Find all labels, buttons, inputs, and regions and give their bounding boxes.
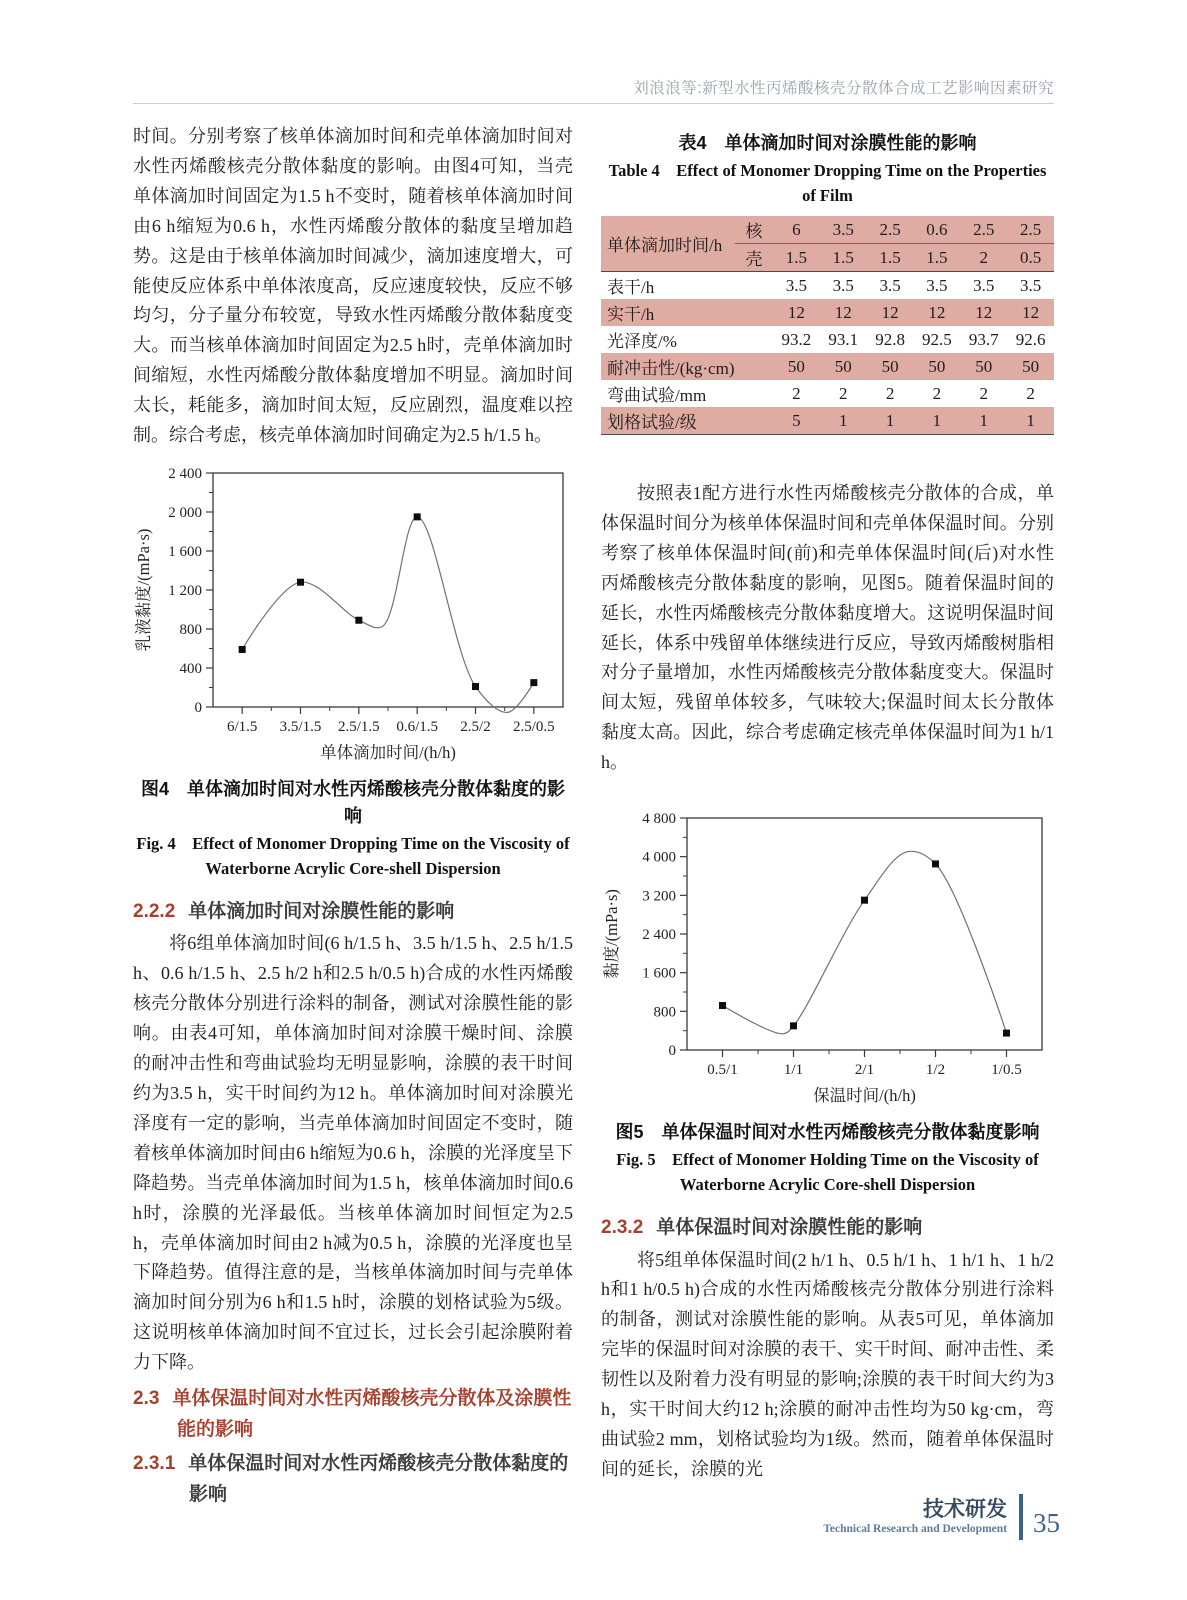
table4-title-en: Table 4 Effect of Monomer Dropping Time on the Properties of Film bbox=[608, 161, 1047, 205]
section-title: 单体保温时间对水性丙烯酸核壳分散体及涂膜性能的影响 bbox=[172, 1388, 572, 1440]
svg-text:0.5/1: 0.5/1 bbox=[707, 1062, 738, 1079]
table4-cell: 12 bbox=[867, 299, 914, 326]
table4-cell: 1 bbox=[913, 407, 960, 435]
page-number: 35 bbox=[1033, 1507, 1060, 1538]
fig4-plot-svg bbox=[133, 461, 573, 769]
table4-cell: 2 bbox=[885, 383, 895, 403]
table4-cell: 2.5 bbox=[960, 216, 1007, 244]
figure5-caption-en: Fig. 5 Effect of Monomer Holding Time on the Viscosity of Waterborne Acrylic Core-shell Dispersion bbox=[616, 1150, 1039, 1195]
table4-cell: 1.5 bbox=[820, 244, 867, 272]
table4-row-label: 实干/h bbox=[601, 299, 773, 326]
table4-cell: 50 bbox=[820, 353, 867, 380]
fig5-x-axis-label: 保温时间/(h/h) bbox=[813, 1086, 916, 1106]
table4-row-label: 光泽度/% bbox=[607, 332, 677, 351]
table4-row bbox=[601, 407, 1054, 435]
table4-cell: 50 bbox=[773, 353, 820, 380]
section-heading-2-3-2 bbox=[601, 1213, 1054, 1244]
fig4-point-5 bbox=[530, 679, 537, 686]
para-film-properties-dropping: 将6组单体滴加时间(6 h/1.5 h、3.5 h/1.5 h、2.5 h/1.5 h、0.6 h/1.5 h、2.5 h/2 h和2.5 h/0.5 h)合成的水性丙烯酸核壳分散体分别进行涂料的制备，测试对涂膜性能的影响。由表4可知，单体滴加时间对涂膜干燥时间、涂膜的耐冲击性和弯曲试验均无明显影响，涂膜的表干时间约为3.5 h，实干时间约为12 h。单体滴加时间对涂膜光泽度有一定的影响，当壳单体滴加时间固定不变时，随着核单体滴加时间由6 h缩短为0.6 h，涂膜的光泽度呈下降趋势。当壳单体滴加时间为1.5 h，核单体滴加时间0.6 h时，涂膜的光泽最低。当核单体滴加时间恒定为2.5 h，壳单体滴加时间由2 h减为0.5 h，涂膜的光泽度也呈下降趋势。值得注意的是，当核单体滴加时间与壳单体滴加时间分别为6 h和1.5 h时，涂膜的划格试验为5级。这说明核单体滴加时间不宜过长，过长会引起涂膜附着力下降。 bbox=[133, 933, 573, 1373]
table4-cell: 1.5 bbox=[913, 244, 960, 272]
fig4-point-2 bbox=[355, 617, 362, 624]
page-footer bbox=[823, 1494, 1060, 1540]
svg-text:3.5/1.5: 3.5/1.5 bbox=[279, 718, 322, 735]
section-title: 单体滴加时间对涂膜性能的影响 bbox=[188, 900, 455, 922]
footer-divider-bar bbox=[1019, 1494, 1023, 1540]
fig4-point-0 bbox=[239, 646, 246, 653]
table4-cell: 50 bbox=[1007, 353, 1054, 380]
table4-cell: 50 bbox=[960, 353, 1007, 380]
table4-cell: 2 bbox=[792, 383, 801, 403]
svg-text:0: 0 bbox=[668, 1043, 676, 1060]
table4-cell: 2.5 bbox=[1007, 216, 1054, 244]
right-column bbox=[601, 128, 1054, 1485]
footer-label-en: Technical Research and Development bbox=[823, 1522, 1007, 1535]
fig5-point-3 bbox=[932, 860, 939, 867]
table4-cell: 93.2 bbox=[781, 329, 812, 349]
footer-label-cn: 技术研发 bbox=[923, 1497, 1007, 1521]
footer-section-label bbox=[823, 1498, 1007, 1537]
table4-cell: 92.6 bbox=[1015, 329, 1046, 349]
header-rule bbox=[133, 103, 1054, 104]
fig5-plot-svg bbox=[601, 806, 1054, 1112]
table4-cell: 2 bbox=[979, 383, 988, 403]
svg-text:400: 400 bbox=[179, 660, 202, 677]
table4-cell: 93.1 bbox=[828, 329, 859, 349]
svg-text:3 200: 3 200 bbox=[642, 888, 676, 905]
table4-cell: 2.5 bbox=[867, 216, 914, 244]
svg-text:0.6/1.5: 0.6/1.5 bbox=[396, 718, 439, 735]
svg-text:2.5/0.5: 2.5/0.5 bbox=[512, 718, 555, 735]
table4-cell: 3.5 bbox=[913, 272, 960, 300]
svg-text:6/1.5: 6/1.5 bbox=[226, 718, 258, 735]
table4-cell: 12 bbox=[773, 299, 820, 326]
svg-text:4 000: 4 000 bbox=[642, 849, 676, 866]
table4-row bbox=[601, 299, 1054, 326]
table4-title-cn: 表4 单体滴加时间对涂膜性能的影响 bbox=[678, 133, 977, 153]
table4-row bbox=[601, 353, 1054, 380]
figure4-chart bbox=[133, 461, 573, 774]
table4-cell: 92.8 bbox=[875, 329, 905, 349]
table4-cell: 5 bbox=[773, 407, 820, 435]
section-number: 2.2.2 bbox=[133, 900, 176, 922]
table4-cell: 0.5 bbox=[1007, 244, 1054, 272]
table4-cell: 12 bbox=[913, 299, 960, 326]
table4-cell: 1.5 bbox=[773, 244, 820, 272]
table4-subrow-name: 核 bbox=[735, 216, 773, 244]
fig5-curve bbox=[723, 851, 1007, 1034]
svg-text:2/1: 2/1 bbox=[854, 1062, 875, 1079]
svg-text:1/2: 1/2 bbox=[925, 1062, 946, 1079]
running-head: 刘浪浪等:新型水性丙烯酸核壳分散体合成工艺影响因素研究 bbox=[633, 80, 1054, 97]
table4-row bbox=[601, 380, 1054, 407]
svg-text:1 200: 1 200 bbox=[168, 582, 202, 599]
table4-header-row bbox=[601, 216, 1054, 244]
table4-cell: 3.5 bbox=[820, 272, 867, 300]
svg-text:2.5/2: 2.5/2 bbox=[460, 718, 491, 735]
svg-text:1 600: 1 600 bbox=[168, 543, 202, 560]
fig5-y-axis-label: 黏度/(mPa·s) bbox=[602, 889, 621, 979]
section-heading-2-2-2 bbox=[133, 897, 573, 928]
section-heading-2-3-1 bbox=[133, 1449, 573, 1510]
fig5-point-0 bbox=[719, 1002, 726, 1009]
svg-text:0: 0 bbox=[194, 699, 202, 716]
table4-subrow-name: 壳 bbox=[735, 244, 773, 272]
table4-cell: 93.7 bbox=[968, 329, 999, 349]
svg-text:2 400: 2 400 bbox=[642, 927, 676, 944]
para-holding-time-discussion: 按照表1配方进行水性丙烯酸核壳分散体的合成，单体保温时间分为核单体保温时间和壳单体保温时间。分别考察了核单体保温时间(前)和壳单体保温时间(后)对水性丙烯酸核壳分散体黏度的影响，见图5。随着保温时间的延长，水性丙烯酸核壳分散体黏度增大。这说明保温时间延长，体系中残留单体继续进行反应，导致丙烯酸树脂相对分子量增加，水性丙烯酸核壳分散体黏度变大。保温时间太短，残留单体较多，气味较大;保温时间太长分散体黏度太高。因此，综合考虑确定核壳单体保温时间为1 h/1 h。 bbox=[601, 483, 1054, 773]
table4-cell: 3.5 bbox=[1007, 272, 1054, 300]
fig4-y-axis-label: 乳液黏度/(mPa·s) bbox=[134, 528, 153, 652]
table4-cell: 92.5 bbox=[922, 329, 952, 349]
table4-cell: 1 bbox=[960, 407, 1007, 435]
table4-cell: 2 bbox=[1026, 383, 1035, 403]
table4-cell: 12 bbox=[960, 299, 1007, 326]
svg-text:1/0.5: 1/0.5 bbox=[991, 1062, 1022, 1079]
svg-text:800: 800 bbox=[179, 621, 202, 638]
section-title: 单体保温时间对水性丙烯酸核壳分散体黏度的影响 bbox=[188, 1453, 569, 1505]
table4-cell: 3.5 bbox=[773, 272, 820, 300]
table4-cell: 50 bbox=[867, 353, 914, 380]
fig5-point-2 bbox=[861, 897, 868, 904]
table4-cell: 6 bbox=[773, 216, 820, 244]
svg-text:4 800: 4 800 bbox=[642, 811, 676, 828]
table4-cell: 2 bbox=[838, 383, 848, 403]
table4-cell: 1 bbox=[820, 407, 867, 435]
fig5-point-1 bbox=[790, 1022, 797, 1029]
section-number: 2.3.1 bbox=[133, 1453, 176, 1475]
table4-row-label: 表干/h bbox=[601, 272, 773, 300]
table4-row-label: 划格试验/级 bbox=[601, 407, 773, 435]
section-heading-2-3 bbox=[133, 1384, 573, 1445]
figure4-caption-en: Fig. 4 Effect of Monomer Dropping Time on the Viscosity of Waterborne Acrylic Core-shell Dispersion bbox=[136, 833, 570, 878]
table4-cell: 1.5 bbox=[867, 244, 914, 272]
fig4-frame bbox=[213, 473, 563, 707]
svg-text:2 000: 2 000 bbox=[168, 504, 202, 521]
figure5-chart bbox=[601, 806, 1054, 1117]
para-dropping-time-discussion: 时间。分别考察了核单体滴加时间和壳单体滴加时间对水性丙烯酸核壳分散体黏度的影响。由图4可知，当壳单体滴加时间固定为1.5 h不变时，随着核单体滴加时间由6 h缩短为0.6 h，水性丙烯酸分散体的黏度呈增加趋势。这是由于核单体滴加时间减少，滴加速度增大，可能使反应体系中单体浓度高，反应速度较快，反应不够均匀，分子量分布较宽，导致水性丙烯酸分散体黏度变大。而当核单体滴加时间固定为2.5 h时，壳单体滴加时间缩短，水性丙烯酸分散体黏度增加不明显。滴加时间太长，耗能多，滴加时间太短，反应剧烈，温度难以控制。综合考虑，核壳单体滴加时间确定为2.5 h/1.5 h。 bbox=[133, 126, 573, 446]
fig4-point-4 bbox=[472, 683, 479, 690]
table4-cell: 1 bbox=[867, 407, 914, 435]
table4-cell: 3.5 bbox=[820, 216, 867, 244]
fig4-curve bbox=[242, 517, 534, 713]
table4-row bbox=[601, 272, 1054, 300]
fig5-point-4 bbox=[1003, 1030, 1010, 1037]
svg-text:1 600: 1 600 bbox=[642, 965, 676, 982]
table4-row-label: 弯曲试验/mm bbox=[607, 386, 707, 405]
table4-cell: 3.5 bbox=[867, 272, 914, 300]
table4-cell: 3.5 bbox=[960, 272, 1007, 300]
svg-text:800: 800 bbox=[653, 1004, 676, 1021]
svg-text:2 400: 2 400 bbox=[168, 465, 202, 482]
table4-cell: 2 bbox=[932, 383, 942, 403]
table4-cell: 12 bbox=[1007, 299, 1054, 326]
table-4 bbox=[601, 216, 1054, 435]
table4-row bbox=[601, 326, 1054, 353]
para-film-properties-holding: 将5组单体保温时间(2 h/1 h、0.5 h/1 h、1 h/1 h、1 h/2 h和1 h/0.5 h)合成的水性丙烯酸核壳分散体分别进行涂料的制备，测试对涂膜性能的影响。从表5可见，单体滴加完毕的保温时间对涂膜的表干、实干时间、耐冲击性、柔韧性以及附着力没有明显的影响;涂膜的表干时间大约为3 h，实干时间大约12 h;涂膜的耐冲击性均为50 kg·cm，弯曲试验2 mm，划格试验均为1级。然而，随着单体保温时间的延长，涂膜的光 bbox=[601, 1249, 1054, 1479]
section-number: 2.3.2 bbox=[601, 1217, 644, 1239]
table4-cell: 12 bbox=[820, 299, 867, 326]
fig4-point-3 bbox=[414, 513, 421, 520]
svg-text:1/1: 1/1 bbox=[783, 1062, 804, 1079]
table4-cell: 1 bbox=[1007, 407, 1054, 435]
svg-text:2.5/1.5: 2.5/1.5 bbox=[337, 718, 380, 735]
table4-header-label: 单体滴加时间/h bbox=[601, 216, 735, 272]
table4-cell: 0.6 bbox=[913, 216, 960, 244]
left-column bbox=[133, 122, 573, 1510]
table4-cell: 2 bbox=[960, 244, 1007, 272]
figure4-caption-cn: 图4 单体滴加时间对水性丙烯酸核壳分散体黏度的影响 bbox=[140, 778, 565, 826]
table4-cell: 50 bbox=[913, 353, 960, 380]
table4-row-label: 耐冲击性/(kg·cm) bbox=[601, 353, 773, 380]
section-number: 2.3 bbox=[133, 1388, 160, 1410]
figure5-caption-cn: 图5 单体保温时间对水性丙烯酸核壳分散体黏度影响 bbox=[615, 1122, 1040, 1143]
section-title: 单体保温时间对涂膜性能的影响 bbox=[656, 1217, 923, 1239]
fig4-point-1 bbox=[297, 579, 304, 586]
fig4-x-axis-label: 单体滴加时间/(h/h) bbox=[320, 742, 456, 762]
